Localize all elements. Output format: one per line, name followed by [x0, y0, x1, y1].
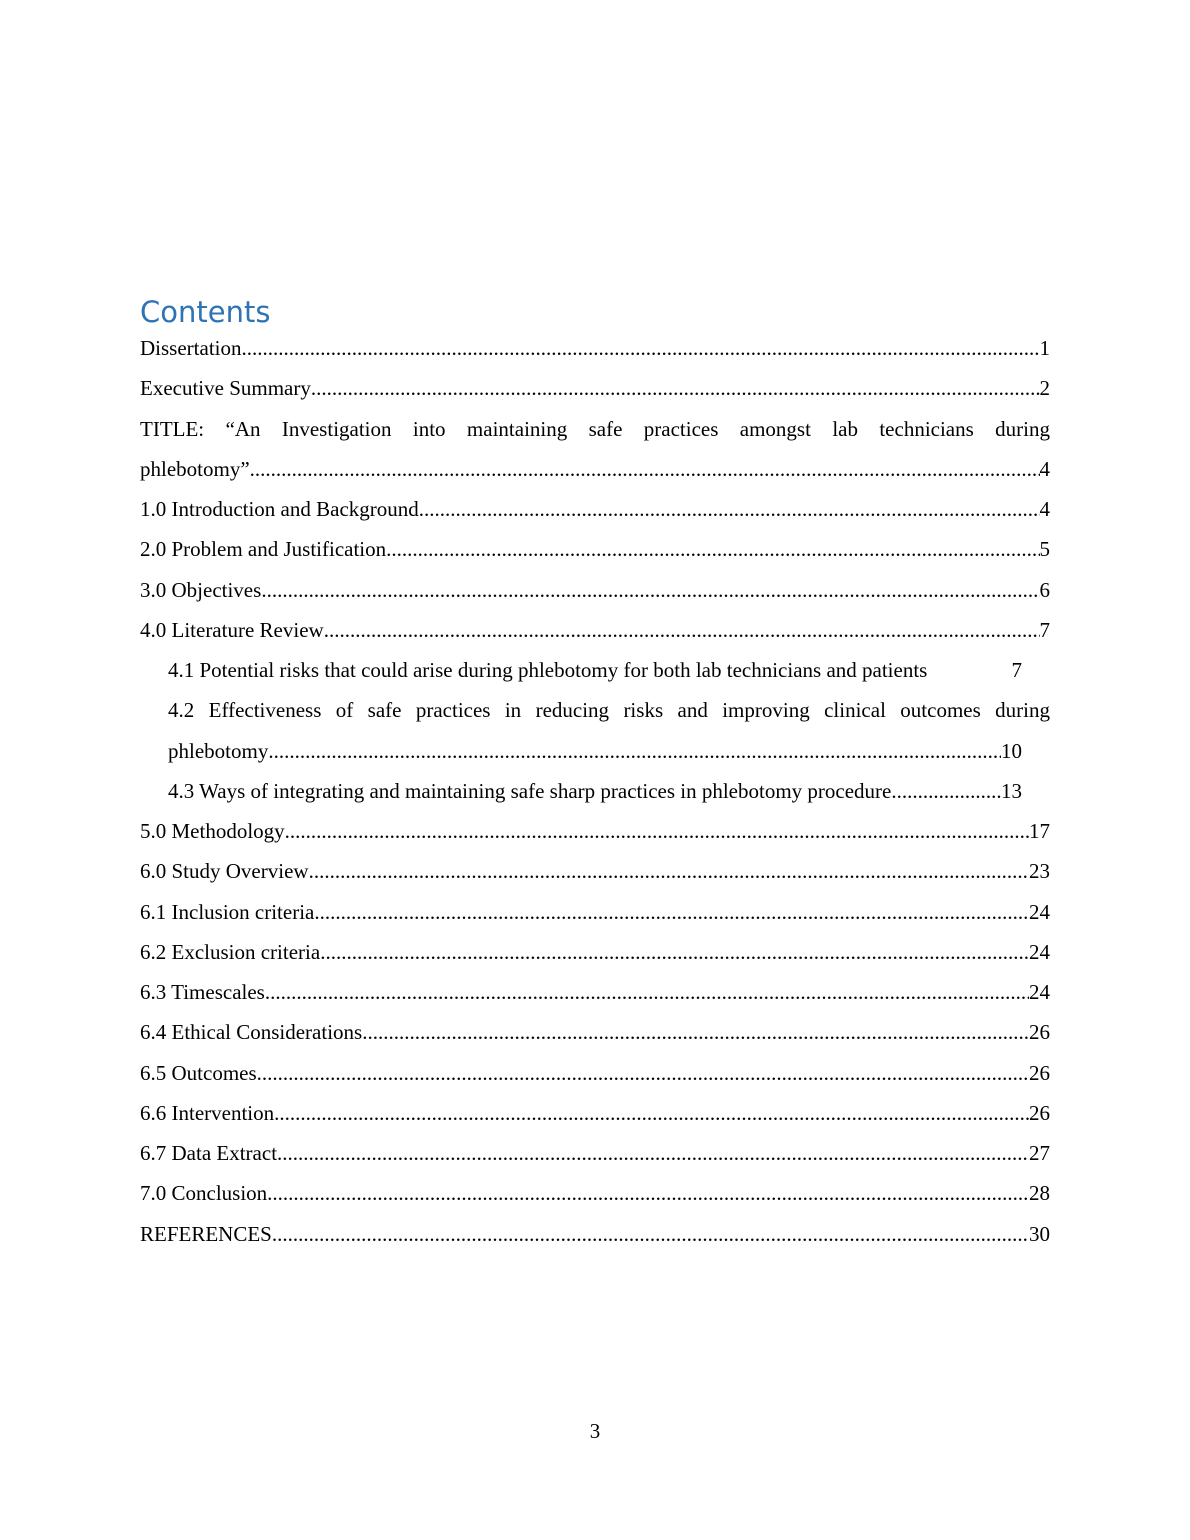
toc-entry-label: 6.5 Outcomes [140, 1060, 257, 1085]
toc-entry-title-line[interactable]: TITLE: “An Investigation into maintaining safe practices amongst lab technicians during [140, 416, 1050, 441]
toc-leader-dots [241, 328, 1039, 368]
toc-entry-label: Executive Summary [140, 376, 311, 401]
toc-entry-page: 4 [1039, 497, 1050, 521]
toc-leader-dots [257, 1053, 1029, 1093]
toc-entry-objectives[interactable] [140, 570, 1050, 610]
toc-leader-dots [261, 570, 1039, 610]
toc-entry-page: 24 [1029, 899, 1050, 924]
toc-entry-label: 6.0 Study Overview [140, 859, 309, 884]
toc-entry-literature-review[interactable] [140, 610, 1050, 650]
toc-leader-dots [265, 972, 1029, 1012]
toc-entry-label: 6.4 Ethical Considerations [140, 1020, 363, 1045]
toc-leader-dots [285, 811, 1029, 851]
toc-entry-page: 26 [1029, 1060, 1050, 1085]
toc-leader-dots [314, 892, 1029, 932]
toc-entry-label: 6.3 Timescales [140, 980, 265, 1004]
toc-leader-dots [419, 489, 1040, 529]
toc-leader-dots [267, 1173, 1029, 1213]
toc-entry-page: 26 [1029, 1100, 1050, 1125]
toc-entry-label: 7.0 Conclusion [140, 1181, 268, 1206]
toc-entry-page: 28 [1029, 1181, 1050, 1206]
toc-entry-4-1[interactable] [168, 650, 1022, 690]
toc-entry-label: 3.0 Objectives [140, 577, 262, 602]
toc-entry-dissertation[interactable] [140, 328, 1050, 368]
toc-leader-dots [891, 771, 1001, 811]
toc-entry-conclusion[interactable] [140, 1173, 1050, 1213]
toc-entry-intervention[interactable] [140, 1093, 1050, 1133]
toc-entry-title[interactable] [140, 449, 1050, 489]
toc-leader-dots [272, 1214, 1029, 1254]
toc-leader-dots [250, 449, 1040, 489]
toc-entry-label: 5.0 Methodology [140, 819, 285, 843]
toc-leader-dots [274, 1093, 1029, 1133]
toc-entry-introduction[interactable] [140, 489, 1050, 529]
toc-entry-references[interactable] [140, 1214, 1050, 1254]
toc-entry-page: 5 [1039, 537, 1050, 562]
toc-heading: Contents [140, 295, 271, 329]
toc-entry-label: phlebotomy [168, 738, 269, 763]
page-number: 3 [589, 1419, 601, 1443]
toc-entry-page: 27 [1029, 1141, 1050, 1165]
toc-leader-dots [320, 932, 1029, 972]
toc-entry-label: 4.3 Ways of integrating and maintaining safe sharp practices in phlebotomy procedure [168, 778, 892, 803]
toc-entry-page: 2 [1039, 376, 1050, 401]
toc-entry-4-2[interactable] [168, 731, 1022, 771]
toc-entry-label: 6.7 Data Extract [140, 1141, 278, 1165]
toc-entry-problem[interactable] [140, 529, 1050, 569]
toc-entry-page: 23 [1029, 859, 1050, 884]
toc-leader-dots [362, 1012, 1029, 1052]
toc-entry-outcomes[interactable] [140, 1053, 1050, 1093]
toc-leader-dots [311, 368, 1040, 408]
toc-leader-dots [386, 529, 1039, 569]
toc-entry-page: 7 [1039, 617, 1050, 642]
toc-entry-page: 24 [1029, 939, 1050, 964]
toc-entry-exclusion-criteria[interactable] [140, 932, 1050, 972]
toc-entry-page: 17 [1029, 819, 1050, 843]
toc-entry-page: 6 [1039, 577, 1050, 602]
toc-entry-page: 10 [1001, 738, 1022, 763]
toc-entry-label: REFERENCES [140, 1221, 272, 1246]
toc-entry-label: 6.1 Inclusion criteria [140, 899, 315, 924]
toc-leader-dots [268, 731, 1001, 771]
toc-entry-label: 1.0 Introduction and Background [140, 497, 419, 521]
toc-entry-data-extract[interactable] [140, 1133, 1050, 1173]
toc-entry-page: 1 [1039, 336, 1050, 360]
toc-entry-4-3[interactable] [168, 771, 1022, 811]
toc-entry-executive-summary[interactable] [140, 368, 1050, 408]
toc-entry-page: 13 [1001, 778, 1022, 803]
toc-entry-label: 6.6 Intervention [140, 1100, 275, 1125]
toc-entry-page: 4 [1039, 456, 1050, 481]
toc-leader-dots [277, 1133, 1029, 1173]
table-of-contents [140, 328, 1050, 1254]
toc-leader-dots [309, 851, 1029, 891]
toc-entry-label: phlebotomy” [140, 456, 250, 481]
toc-entry-page: 26 [1029, 1020, 1050, 1045]
toc-entry-study-overview[interactable] [140, 851, 1050, 891]
toc-entry-label: 4.0 Literature Review [140, 617, 324, 642]
toc-entry-label: 4.1 Potential risks that could arise during phlebotomy for both lab technicians and patients [168, 658, 928, 682]
toc-entry-page: 30 [1029, 1221, 1050, 1246]
toc-entry-page: 7 [1011, 658, 1022, 682]
toc-entry-ethical-considerations[interactable] [140, 1012, 1050, 1052]
toc-entry-inclusion-criteria[interactable] [140, 892, 1050, 932]
toc-entry-timescales[interactable] [140, 972, 1050, 1012]
toc-leader-dots [324, 610, 1040, 650]
toc-entry-label: Dissertation [140, 336, 242, 360]
toc-entry-label: 2.0 Problem and Justification [140, 537, 387, 562]
toc-entry-methodology[interactable] [140, 811, 1050, 851]
toc-entry-page: 24 [1029, 980, 1050, 1004]
toc-entry-4-2-line[interactable]: 4.2 Effectiveness of safe practices in reducing risks and improving clinical outcomes during [168, 698, 1050, 723]
toc-entry-label: 6.2 Exclusion criteria [140, 939, 321, 964]
